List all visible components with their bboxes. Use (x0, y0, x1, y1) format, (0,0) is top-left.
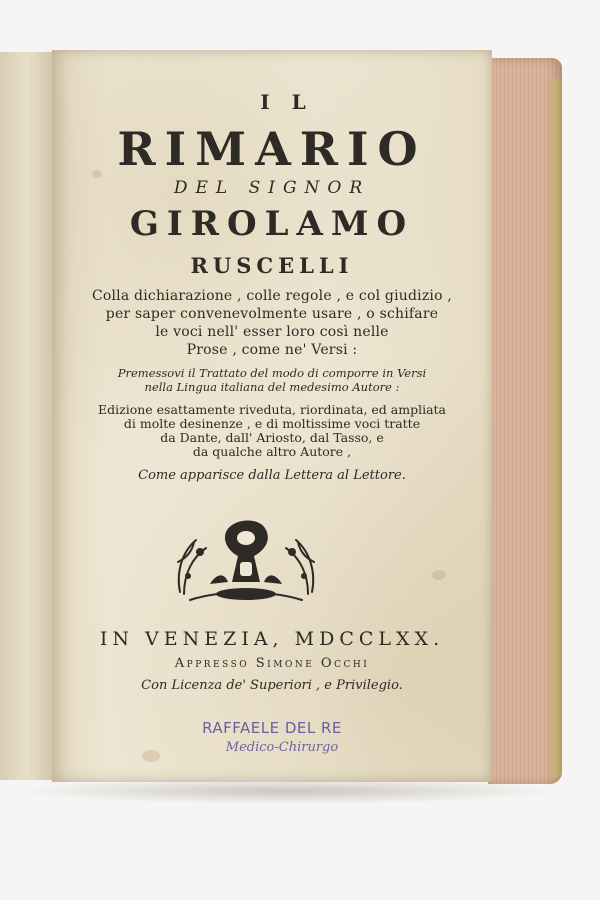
edition-line: di molte desinenze , e di moltissime voci tratte (123, 416, 421, 431)
description-line: per saper convenevolmente usare , o schifare (105, 306, 439, 322)
author-first-name: GIROLAMO (129, 204, 415, 244)
author-last-name: RUSCELLI (190, 253, 354, 278)
description-line: Colla dichiarazione , colle regole , e col giudizio , (91, 288, 453, 304)
title-page (52, 50, 492, 782)
premessovi-line: Premessovi il Trattato del modo di comporre in Versi (117, 366, 427, 380)
edition-line: da Dante, dall' Ariosto, dal Tasso, e (160, 430, 384, 445)
edition-line: Edizione esattamente riveduta, riordinata, ed ampliata (97, 402, 447, 417)
title-rimario: RIMARIO (117, 122, 427, 176)
description-line: Prose , come ne' Versi : (186, 342, 358, 358)
page-block-edges (488, 58, 562, 784)
owner-stamp-name: RAFFAELE DEL RE (202, 719, 342, 737)
printer-ornament-icon (170, 512, 322, 604)
imprint-licence: Con Licenza de' Superiori , e Privilegio. (141, 678, 403, 693)
letter-note: Come apparisce dalla Lettera al Lettore. (138, 468, 406, 483)
description-line: le voci nell' esser loro così nelle (155, 324, 389, 340)
owner-stamp-role: Medico-Chirurgo (225, 740, 339, 755)
foxing-spot (432, 570, 446, 580)
premessovi-line: nella Lingua italiana del medesimo Autore : (144, 380, 400, 394)
imprint-printer: Appresso Simone Occhi (174, 656, 370, 671)
imprint-city-year: IN VENEZIA, MDCCLXX. (99, 628, 445, 650)
title-il: IL (260, 90, 328, 114)
edition-line: da qualche altro Autore , (192, 444, 352, 459)
title-del-signor: DEL SIGNOR (173, 178, 371, 198)
